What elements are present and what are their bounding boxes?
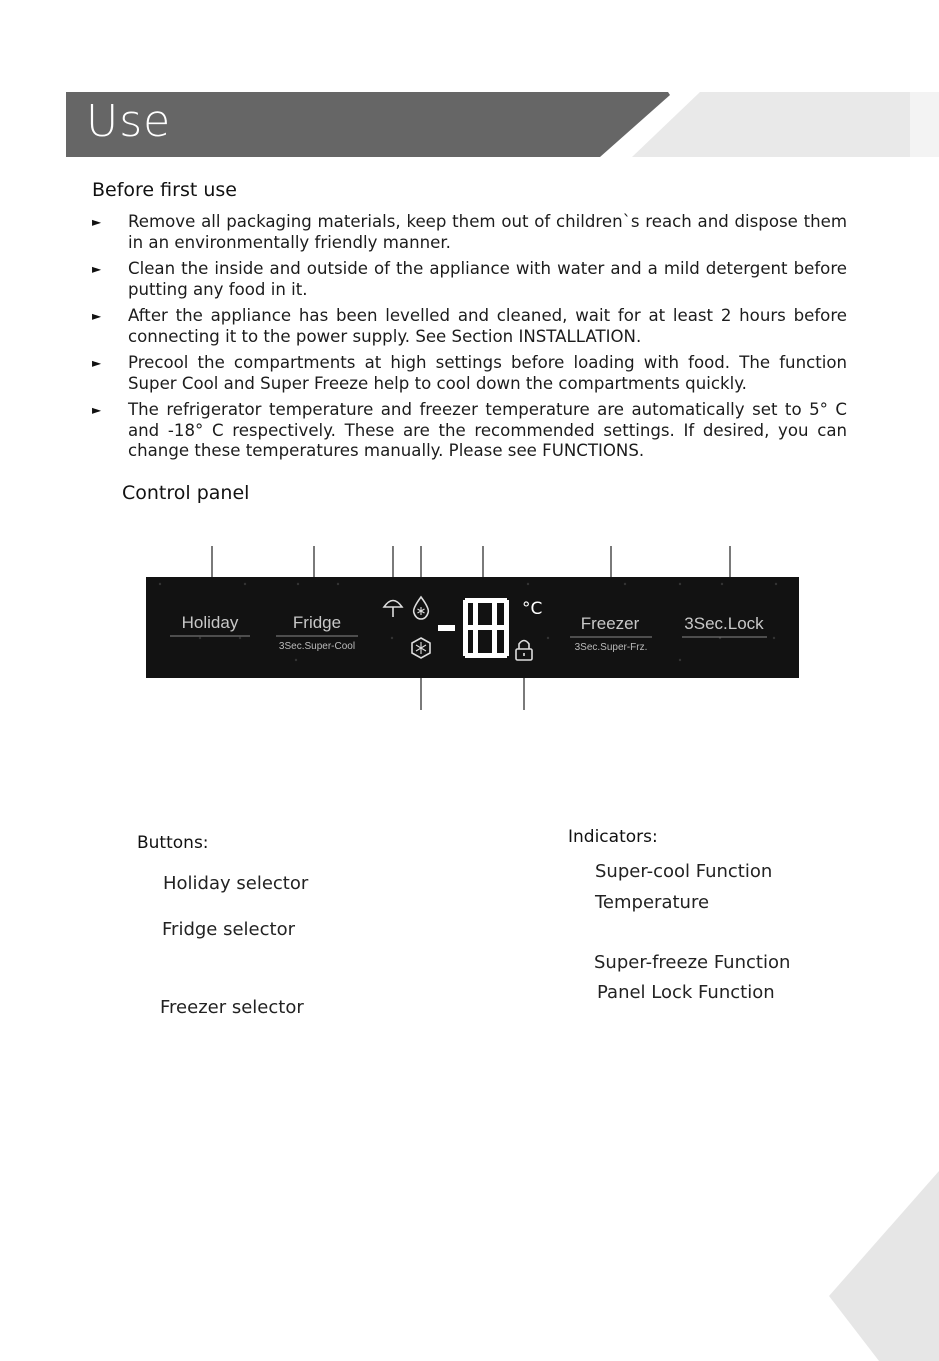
holiday-button-label: Holiday [181,613,239,632]
fridge-sub-label: 3Sec.Super-Cool [278,641,356,652]
bullet-arrow-icon: ► [92,309,102,323]
list-item: ► Precool the compartments at high settings before loading with food. The function Super Cool and Super Freeze help to cool down the compartments quickly. [92,353,847,393]
control-panel-svg [0,530,939,730]
control-panel-heading: Control panel [122,482,250,504]
control-panel-figure [0,530,939,730]
buttons-heading: Buttons: [137,833,209,853]
bullet-arrow-icon: ► [92,403,102,417]
bullet-arrow-icon: ► [92,356,102,370]
freezer-button-label: Freezer [580,614,640,633]
bullet-arrow-icon: ► [92,215,102,229]
list-item: ► Clean the inside and outside of the appliance with water and a mild detergent before putting any food in it. [92,259,847,299]
fridge-button-label: Fridge [292,613,342,632]
fridge-selector-label: Fridge selector [162,919,295,940]
before-first-use-list [92,212,847,468]
list-item: ► After the appliance has been levelled and cleaned, wait for at least 2 hours before connecting it to the power supply. See Section INSTALLATION. [92,306,847,346]
indicators-heading: Indicators: [568,827,658,847]
bullet-arrow-icon: ► [92,262,102,276]
before-first-use-heading: Before first use [92,179,237,201]
page-corner-tab [819,1171,939,1361]
minus-segment [438,625,455,631]
header-banner [0,0,939,170]
panel-lock-function-label: Panel Lock Function [597,982,775,1003]
page-title: Use [86,96,172,147]
super-freeze-function-label: Super-freeze Function [594,952,791,973]
list-item: ► Remove all packaging materials, keep them out of children`s reach and dispose them in an environmentally friendly manner. [92,212,847,252]
temperature-unit: °C [522,599,543,619]
holiday-selector-label: Holiday selector [163,873,309,894]
list-item: ► The refrigerator temperature and freezer temperature are automatically set to 5° C and -18° C respectively. These are the recommended settings. If desired, you can change these temperatures manually. Please see FUNCTIONS. [92,400,847,460]
freezer-sub-label: 3Sec.Super-Frz. [574,642,648,653]
lock-button-label: 3Sec.Lock [684,614,764,633]
temperature-label: Temperature [595,892,710,913]
freezer-selector-label: Freezer selector [160,997,304,1018]
super-cool-function-label: Super-cool Function [595,861,773,882]
